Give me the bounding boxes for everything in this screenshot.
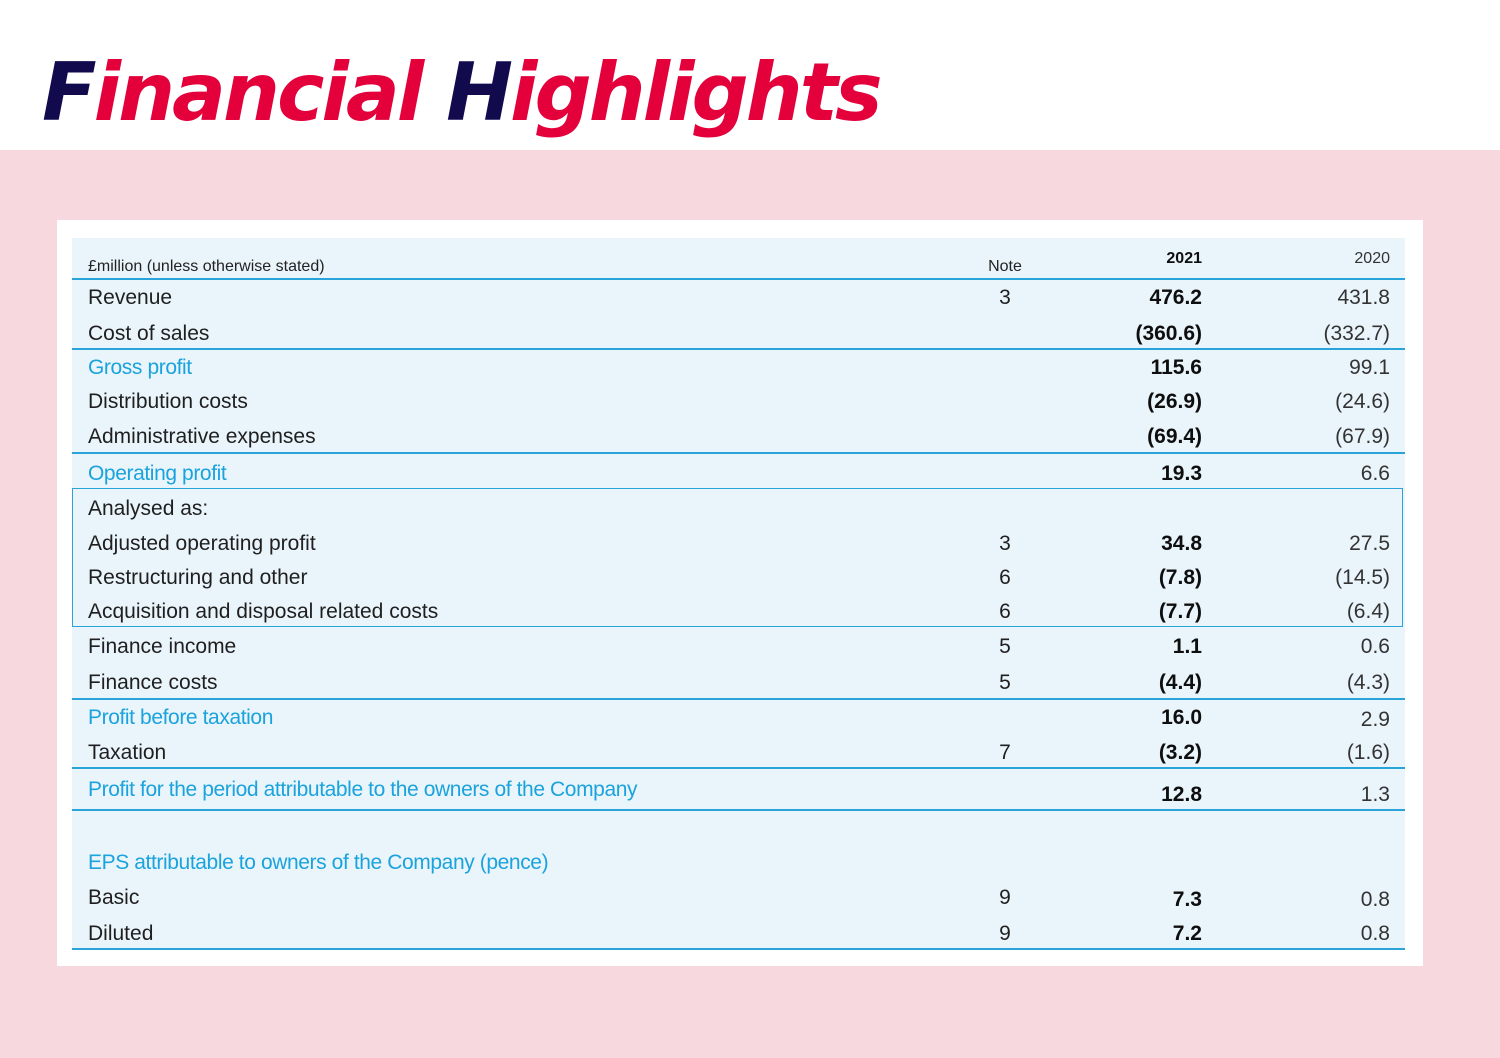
row-label: Revenue [88,286,173,309]
row-value-2021: (3.2) [1158,741,1202,764]
row-label: Gross profit [88,356,192,379]
row-value-2020: 0.6 [1360,635,1390,658]
rule-eps-top [72,809,1405,811]
row-value-2020: 0.8 [1360,888,1390,911]
row-label: Operating profit [88,462,227,485]
row-note: 5 [999,671,1011,694]
row-value-2020: (67.9) [1335,425,1390,448]
row-note: 3 [999,532,1011,555]
row-label: Acquisition and disposal related costs [88,600,439,623]
page-title [42,38,880,148]
header-2020: 2020 [1354,250,1390,267]
title-rest-1: inancial [93,46,447,139]
row-label: Adjusted operating profit [88,532,316,555]
row-value-2021: 7.3 [1172,888,1202,911]
row-label: Diluted [88,922,154,945]
row-value-2020: 431.8 [1337,286,1390,309]
row-value-2020: (1.6) [1346,741,1390,764]
row-note: 9 [999,886,1011,909]
row-value-2021: 7.2 [1172,922,1202,945]
row-value-2020: (24.6) [1335,390,1390,413]
row-label: Restructuring and other [88,566,308,589]
row-label: Taxation [88,741,167,764]
row-label: Analysed as: [88,497,209,520]
row-value-2020: 6.6 [1360,462,1390,485]
row-note: 3 [999,286,1011,309]
row-value-2021: (7.8) [1158,566,1202,589]
row-value-2021: 16.0 [1161,706,1202,729]
row-value-2020: (6.4) [1346,600,1390,623]
row-value-2021: (69.4) [1147,425,1202,448]
row-label: Profit before taxation [88,706,273,729]
row-value-2021: 34.8 [1161,532,1202,555]
row-label: Finance costs [88,671,218,694]
rule-table-bottom [72,948,1405,950]
row-value-2021: (4.4) [1158,671,1202,694]
row-note: 6 [999,566,1011,589]
rule-operating [72,452,1405,454]
row-label: Cost of sales [88,322,210,345]
row-value-2021: (7.7) [1158,600,1202,623]
row-label: Finance income [88,635,237,658]
row-note: 7 [999,741,1011,764]
row-value-2021: 115.6 [1150,356,1202,379]
header-2021: 2021 [1166,250,1202,267]
row-note: 5 [999,635,1011,658]
row-value-2021: (26.9) [1147,390,1202,413]
header-note: Note [988,258,1022,275]
rule-profit-period [72,767,1405,769]
row-value-2020: 0.8 [1360,922,1390,945]
row-label: Administrative expenses [88,425,316,448]
row-note: 6 [999,600,1011,623]
header-label: £million (unless otherwise stated) [88,258,325,275]
row-value-2020: 99.1 [1349,356,1390,379]
row-label: EPS attributable to owners of the Company (pence) [88,851,549,874]
row-value-2021: 476.2 [1149,286,1202,309]
row-value-2021: 1.1 [1172,635,1202,658]
row-label: Basic [88,886,140,909]
row-label: Distribution costs [88,390,248,413]
title-rest-2: ighlights [510,46,880,139]
rule-pbt [72,698,1405,700]
row-value-2020: (14.5) [1335,566,1390,589]
rule-gross [72,348,1405,350]
row-value-2020: (332.7) [1323,322,1390,345]
row-value-2021: 19.3 [1161,462,1202,485]
row-value-2020: (4.3) [1346,671,1390,694]
row-value-2020: 2.9 [1360,708,1390,731]
title-initial-h: H [446,46,511,139]
title-initial-f: F [42,46,94,139]
row-value-2021: 12.8 [1161,783,1202,806]
row-label: Profit for the period attributable to the owners of the Company [88,778,638,801]
row-value-2020: 27.5 [1349,532,1390,555]
row-value-2020: 1.3 [1360,783,1390,806]
row-note: 9 [999,922,1011,945]
row-value-2021: (360.6) [1135,322,1202,345]
rule-header [72,278,1405,280]
